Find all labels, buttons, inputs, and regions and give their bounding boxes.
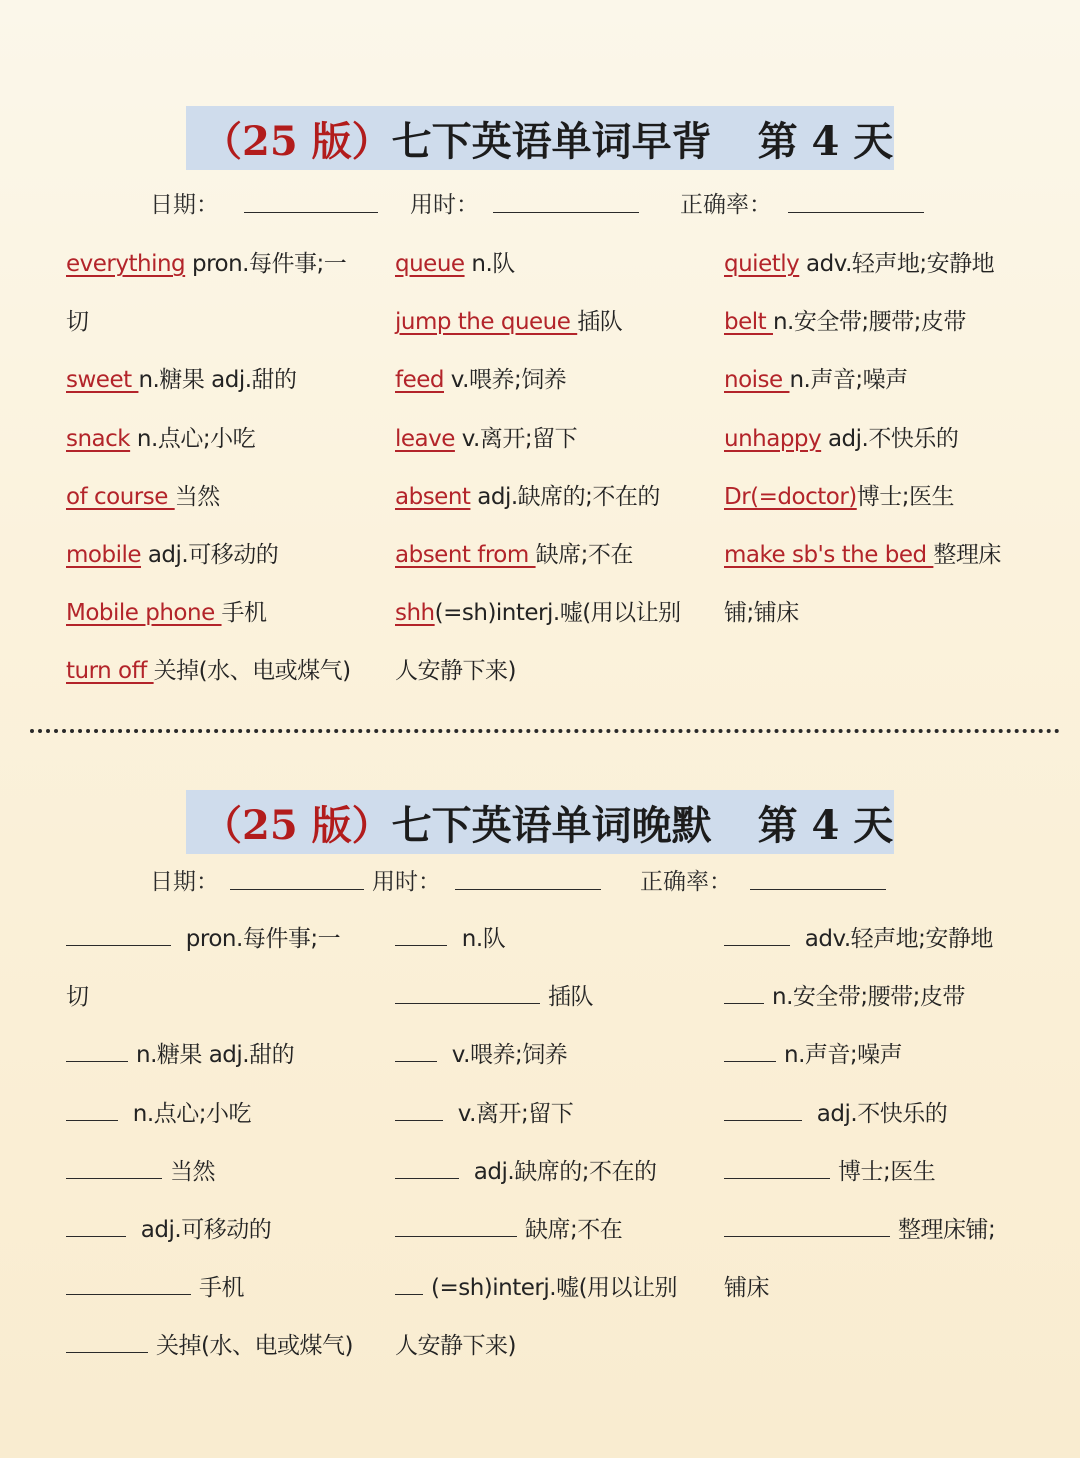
english-word: feed (395, 367, 444, 394)
chinese-meaning: adv.轻声地;安静地 (798, 926, 993, 952)
evening-dictation-row (724, 1153, 935, 1186)
english-word: absent from (395, 542, 536, 568)
morning-title-day: 第 4 天 (757, 117, 894, 165)
morning-accuracy-blank[interactable] (788, 212, 924, 213)
answer-blank[interactable] (395, 1164, 459, 1179)
answer-blank[interactable] (724, 1106, 802, 1121)
english-word: leave (395, 425, 455, 452)
morning-vocab-row (395, 652, 516, 685)
evening-accuracy-label: 正确率： (640, 869, 732, 895)
morning-vocab-row (66, 652, 351, 685)
evening-dictation-row (66, 920, 340, 953)
chinese-meaning: 当然 (170, 1158, 215, 1185)
chinese-meaning: n.糖果 adj.甜的 (138, 367, 297, 394)
chinese-meaning: n.点心;小吃 (126, 1100, 251, 1127)
morning-time-label: 用时： (410, 192, 479, 218)
chinese-meaning: 整理床铺; (898, 1217, 996, 1243)
morning-vocab-row (395, 478, 660, 511)
english-word: jump the queue (395, 309, 578, 336)
english-word: sweet (66, 367, 139, 394)
evening-dictation-row (395, 1095, 573, 1128)
chinese-meaning: 手机 (199, 1275, 244, 1302)
chinese-meaning: 当然 (174, 483, 220, 510)
evening-dictation-row (724, 1095, 947, 1128)
english-word: quietly (724, 251, 800, 277)
evening-dictation-row (66, 1327, 353, 1360)
chinese-meaning: 人安静下来) (395, 1333, 516, 1360)
chinese-meaning: 铺;铺床 (724, 600, 799, 627)
evening-dictation-row (724, 978, 965, 1011)
morning-vocab-row (395, 420, 577, 453)
answer-blank[interactable] (724, 1047, 776, 1062)
morning-title-tag: （25 版） (202, 117, 392, 165)
evening-title-tag: （25 版） (202, 801, 392, 849)
chinese-meaning: adj.可移动的 (134, 1217, 272, 1243)
chinese-meaning: n.队 (455, 926, 506, 952)
morning-title-main: 七下英语单词早背 (391, 117, 712, 165)
english-word: of course (66, 483, 175, 510)
chinese-meaning: n.队 (464, 251, 515, 277)
evening-accuracy-blank[interactable] (750, 889, 886, 890)
chinese-meaning: 切 (66, 309, 89, 336)
evening-dictation-row (66, 1036, 294, 1069)
english-word: noise (724, 367, 790, 394)
answer-blank[interactable] (66, 1106, 118, 1121)
evening-dictation-row (395, 1036, 567, 1069)
evening-dictation-row (395, 978, 593, 1011)
chinese-meaning: 缺席;不在 (525, 1217, 623, 1243)
evening-dictation-row (395, 1211, 622, 1244)
chinese-meaning: v.离开;留下 (451, 1100, 574, 1127)
answer-blank[interactable] (395, 1280, 423, 1295)
answer-blank[interactable] (395, 1047, 437, 1062)
chinese-meaning: v.喂养;饲养 (445, 1042, 568, 1069)
evening-dictation-row (66, 1269, 244, 1302)
chinese-meaning: 手机 (221, 600, 267, 627)
evening-date-label: 日期： (150, 869, 219, 895)
evening-dictation-row (724, 1211, 995, 1244)
morning-vocab-row (724, 303, 966, 336)
chinese-meaning: adj.不快乐的 (821, 425, 959, 452)
morning-vocab-row (66, 361, 297, 394)
english-word: queue (395, 251, 465, 277)
english-word: turn off (66, 658, 154, 685)
morning-vocab-row (395, 594, 681, 627)
evening-dictation-row (66, 978, 89, 1011)
chinese-meaning: adj.缺席的;不在的 (467, 1158, 657, 1185)
english-word: unhappy (724, 425, 822, 452)
chinese-meaning: 博士;医生 (856, 483, 954, 510)
evening-dictation-row (724, 1036, 902, 1069)
evening-dictation-row (66, 1153, 215, 1186)
section-divider (30, 729, 1060, 733)
evening-title (186, 790, 894, 854)
morning-accuracy-label: 正确率： (680, 192, 772, 218)
answer-blank[interactable] (724, 1164, 830, 1179)
chinese-meaning: v.离开;留下 (454, 425, 578, 452)
chinese-meaning: (=sh)interj.嘘(用以让别 (431, 1275, 678, 1302)
evening-date-blank[interactable] (230, 889, 364, 890)
answer-blank[interactable] (395, 989, 540, 1004)
chinese-meaning: n.声音;噪声 (789, 367, 908, 394)
chinese-meaning: 缺席;不在 (535, 542, 633, 568)
chinese-meaning: n.声音;噪声 (784, 1042, 903, 1069)
morning-time-blank[interactable] (493, 212, 639, 213)
evening-title-day: 第 4 天 (757, 801, 894, 849)
answer-blank[interactable] (724, 1222, 890, 1237)
chinese-meaning: adj.缺席的;不在的 (470, 483, 660, 510)
evening-time-label: 用时： (372, 869, 441, 895)
evening-title-main: 七下英语单词晚默 (391, 801, 712, 849)
morning-vocab-row (66, 420, 255, 453)
answer-blank[interactable] (724, 931, 790, 946)
morning-vocab-row (395, 303, 622, 336)
evening-dictation-row (66, 1095, 251, 1128)
chinese-meaning: n.安全带;腰带;皮带 (772, 984, 965, 1011)
morning-vocab-row (66, 245, 346, 278)
answer-blank[interactable] (66, 1047, 128, 1062)
chinese-meaning: pron.每件事;一 (185, 251, 347, 277)
evening-dictation-row (724, 920, 993, 953)
evening-time-blank[interactable] (455, 889, 601, 890)
chinese-meaning: adj.不快乐的 (810, 1100, 948, 1127)
english-word: shh (395, 600, 435, 627)
morning-sheet (0, 0, 1080, 720)
evening-dictation-row (395, 1153, 656, 1186)
english-word: belt (724, 309, 773, 336)
evening-dictation-row (66, 1211, 271, 1244)
answer-blank[interactable] (66, 1280, 191, 1295)
morning-vocab-row (724, 361, 908, 394)
chinese-meaning: 整理床 (933, 542, 1001, 568)
english-word: snack (66, 425, 131, 452)
morning-vocab-row (66, 478, 220, 511)
morning-vocab-row (395, 245, 515, 278)
morning-vocab-row (395, 361, 566, 394)
chinese-meaning: (=sh)interj.嘘(用以让别 (434, 600, 681, 627)
morning-vocab-row (724, 594, 799, 627)
chinese-meaning: 人安静下来) (395, 658, 516, 685)
english-word: absent (395, 483, 471, 510)
morning-vocab-row (66, 536, 278, 569)
answer-blank[interactable] (66, 931, 171, 946)
morning-vocab-row (724, 478, 954, 511)
english-word: Mobile phone (66, 600, 222, 627)
chinese-meaning: adv.轻声地;安静地 (799, 251, 995, 277)
evening-dictation-row (395, 920, 505, 953)
evening-dictation-row (395, 1327, 516, 1360)
english-word: mobile (66, 542, 142, 568)
morning-vocab-row (724, 245, 994, 278)
chinese-meaning: n.点心;小吃 (130, 425, 256, 452)
answer-blank[interactable] (724, 989, 764, 1004)
chinese-meaning: pron.每件事;一 (179, 926, 341, 952)
chinese-meaning: n.糖果 adj.甜的 (136, 1042, 295, 1069)
morning-vocab-row (724, 536, 1001, 569)
morning-vocab-row (395, 536, 633, 569)
morning-vocab-row (66, 303, 89, 336)
chinese-meaning: 关掉(水、电或煤气) (156, 1333, 353, 1360)
chinese-meaning: 关掉(水、电或煤气) (153, 658, 351, 685)
answer-blank[interactable] (395, 1222, 517, 1237)
english-word: make sb's the bed (724, 542, 934, 568)
morning-title (186, 106, 894, 170)
chinese-meaning: 铺床 (724, 1275, 769, 1302)
chinese-meaning: 博士;医生 (838, 1158, 936, 1185)
evening-dictation-row (724, 1269, 769, 1302)
morning-vocab-row (66, 594, 267, 627)
answer-blank[interactable] (395, 931, 447, 946)
answer-blank[interactable] (395, 1106, 443, 1121)
chinese-meaning: 插队 (577, 309, 623, 336)
morning-date-blank[interactable] (244, 212, 378, 213)
morning-vocab-row (724, 420, 958, 453)
chinese-meaning: adj.可移动的 (141, 542, 279, 568)
answer-blank[interactable] (66, 1222, 126, 1237)
english-word: Dr(=doctor) (724, 483, 857, 510)
answer-blank[interactable] (66, 1164, 162, 1179)
chinese-meaning: 切 (66, 984, 89, 1011)
chinese-meaning: 插队 (548, 984, 593, 1011)
morning-date-label: 日期： (150, 192, 219, 218)
chinese-meaning: v.喂养;饲养 (444, 367, 567, 394)
evening-dictation-row (395, 1269, 677, 1302)
answer-blank[interactable] (66, 1338, 148, 1353)
english-word: everything (66, 251, 186, 277)
chinese-meaning: n.安全带;腰带;皮带 (772, 309, 966, 336)
